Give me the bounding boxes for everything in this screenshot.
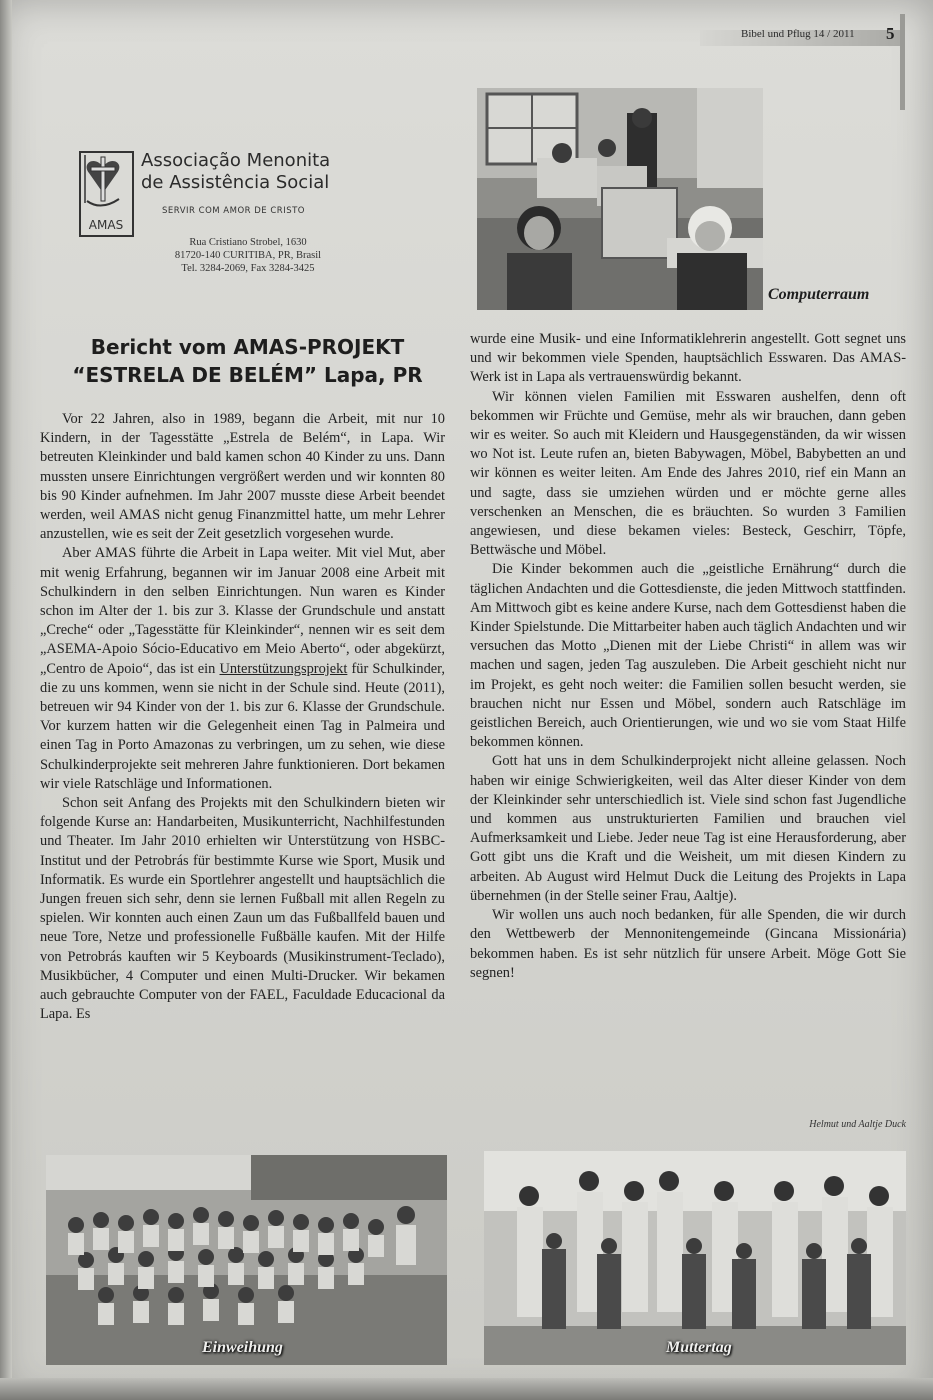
address-street: Rua Cristiano Strobel, 1630 [189,237,307,248]
paragraph: Wir können vielen Familien mit Esswaren aushelfen, denn oft bekommen wir Früchte und Gemüse, mehr als wir brauchen, dann geben wir es weiter. So auch mit Kleidern und Hausgegenständen, da wir wissen wo Not ist. Leute rufen an, bieten Babywagen, Möbel, Babybetten an und wir können es weiter leiten. Am Ende des Jahres 2010, rief ein Mann an und sagte, dass sie umziehen würden und er möchte gerne alles verschenken an Menschen, die es bräuchten. So wurden 3 Familien angewiesen, und diese bekamen vieles: Besteck, Geschirr, Töpfe, Bettwäsche und Möbel. [470,388,906,559]
paragraph-text: Aber AMAS führte die Arbeit in Lapa weiter. Mit viel Mut, aber mit wenig Erfahrung, begannen wir im Januar 2008 eine Arbeit mit Schulkindern in den selben Einrichtungen. Nun waren es Kinder schon im Alter der 1. bis zur 3. Klasse der Grundschule und anstatt „Creche“ oder „Tagesstätte für Kleinkinder“, nennen wir es seit dem „ASEMA-Apoio Sócio-Educativo em Meio Aberto“, oder abgekürzt, „Centro de Apoio“, das ist ein [40,545,445,677]
paragraph: Wir wollen uns auch noch bedanken, für alle Spenden, die wir durch den Wettbewerb der Mennonitengemeinde (Gincana Missionária) bekommen haben. Es ist sehr nützlich für unsere Arbeit. Möge Gott Sie segnen! [470,907,906,981]
organization-address [158,236,338,275]
paragraph [40,544,445,794]
article-signature: Helmut und Aaltje Duck [809,1119,906,1130]
address-phone: Tel. 3284-2069, Fax 3284-3425 [181,263,315,274]
inauguration-caption: Einweihung [202,1339,283,1356]
mothers-day-photo [484,1151,906,1365]
article-left-column [40,410,445,1025]
paragraph: Vor 22 Jahren, also in 1989, begann die Arbeit, mit nur 10 Kindern, in der Tagesstätte „Estrela de Belém“, in Lapa. Wir betreuten Kleinkinder und bald kamen schon 40 Kinder zu uns. Dann mussten unsere Einrichtungen vergrößert werden und wir konnten 80 bis 90 Kinder aufnehmen. Im Jahr 2007 musste diese Arbeit beendet werden, weil AMAS nicht genug Finanzmittel hatte, um mehr Lehrer anzustellen, wie es seit der Zeit gesetzlich vorgesehen wurde. [40,411,445,543]
organization-slogan: SERVIR COM AMOR DE CRISTO [162,206,305,216]
paragraph-text: für Schulkinder, die zu uns kommen, wenn sie nicht in der Schule sind. Heute (2011), betreuen wir 94 Kinder von der 1. bis zur 6. Klasse der Grundschule. Vor kurzem hatten wir die Gelegenheit einen Tag in Palmeira und einen Tag in Porto Amazonas zu verbringen, um zu sehen, wie diese Schulkinderprojekte seit mehreren Jahre funktionieren. Dort bekamen wir viele Ratschläge und Informationen. [40,660,445,792]
article-title-line1: Bericht vom AMAS-PROJEKT [90,335,405,359]
paragraph: Schon seit Anfang des Projekts mit den Schulkindern bieten wir folgende Kurse an: Handarbeiten, Musikunterricht, Nachhilfestunden und Theater. Im Jahr 2010 erhielten wir Unterstützung von HSBC-Institut und der Petrobrás für bestimmte Kurse wie Sport, Musik und Informatik. Es wurde ein Sportlehrer angestellt und hauptsächlich die Jungen freuen sich sehr, denn sie lernen Fußball mit allen Regeln zu spielen. Wir konnten auch einen Zaun um das Fußballfeld bauen und neue Tore, Netze und professionelle Fußbälle kaufen. Mit der Hilfe von Petrobrás kauften wir 5 Keyboards (Musikinstrument-Teclado), Musikbücher, 4 Computer und einen Multi-Drucker. Wir bekamen auch gebrauchte Computer von der FAEL, Faculdade Educacional da Lapa. Es [40,795,445,1023]
paragraph: Die Kinder bekommen auch die „geistliche Ernährung“ durch die täglichen Andachten und die Gottesdienste, die jeden Mittwoch stattfinden. Am Mittwoch gibt es keine andere Kurse, nach dem Gottesdienst haben die Kinder Spielstunde. Die Mittarbeiter haben auch täglich Andachten und wir versuchen das Motto „Dienen mit der Liebe Christi“ in allem was wir machen und sagen, jeden Tag auszuleben. Die Arbeit geschieht nicht nur im Projekt, es geht noch weiter: die Familien sollen besucht werden, sie brauchen nicht nur Essen und Möbel, sondern auch Ratschläge im geistlichen Bereich, auch Orientierungen, wie und wo sie vom Staat Hilfe bekommen können. [470,561,906,751]
organization-name [141,150,330,194]
mothers-day-caption: Muttertag [666,1339,732,1356]
article-title-line2: “ESTRELA DE BELÉM” Lapa, PR [72,363,423,387]
logo-lettering: AMAS [88,218,124,232]
underlined-term: Unterstützungsprojekt [219,660,348,677]
paragraph: Gott hat uns in dem Schulkinderprojekt nicht alleine gelassen. Noch haben wir einige Schwierigkeiten, weil das Alter dieser Kinder von dem der Kleinkinder sehr unterschiedlich ist. Viele sind schon fast Jugendliche und kommen aus unstrukturierten Familien und brauchen viel Aufmerksamkeit und Liebe. Jeder neue Tag ist eine Herausforderung, aber Gott gibt uns die Kraft und die Weisheit, um mit diesen Kindern zu arbeiten. Ab August wird Helmut Duck die Leitung des Projekts in Lapa übernehmen (in der Stelle seiner Frau, Aaltje). [470,753,906,904]
page-spine [0,0,12,1400]
organization-name-line1: Associação Menonita [141,150,331,171]
amas-logo [79,151,134,237]
publication-header: Bibel und Pflug 14 / 2011 [741,28,855,40]
page-number: 5 [886,24,895,43]
address-city: 81720-140 CURITIBA, PR, Brasil [174,250,322,261]
article-right-column [470,330,906,983]
header-rule [900,14,905,110]
computer-room-caption: Computerraum [768,286,870,303]
inauguration-photo [46,1155,447,1365]
paragraph: wurde eine Musik- und eine Informatiklehrerin angestellt. Gott segnet uns und wir bekommen viele Spenden, hauptsächlich Esswaren. Das AMAS-Werk ist in Lapa als vertrauenswürdig bekannt. [470,331,906,386]
article-title [50,333,445,389]
organization-name-line2: de Assistência Social [141,172,330,193]
page-bottom-edge [0,1378,933,1400]
computer-room-photo [477,88,763,310]
